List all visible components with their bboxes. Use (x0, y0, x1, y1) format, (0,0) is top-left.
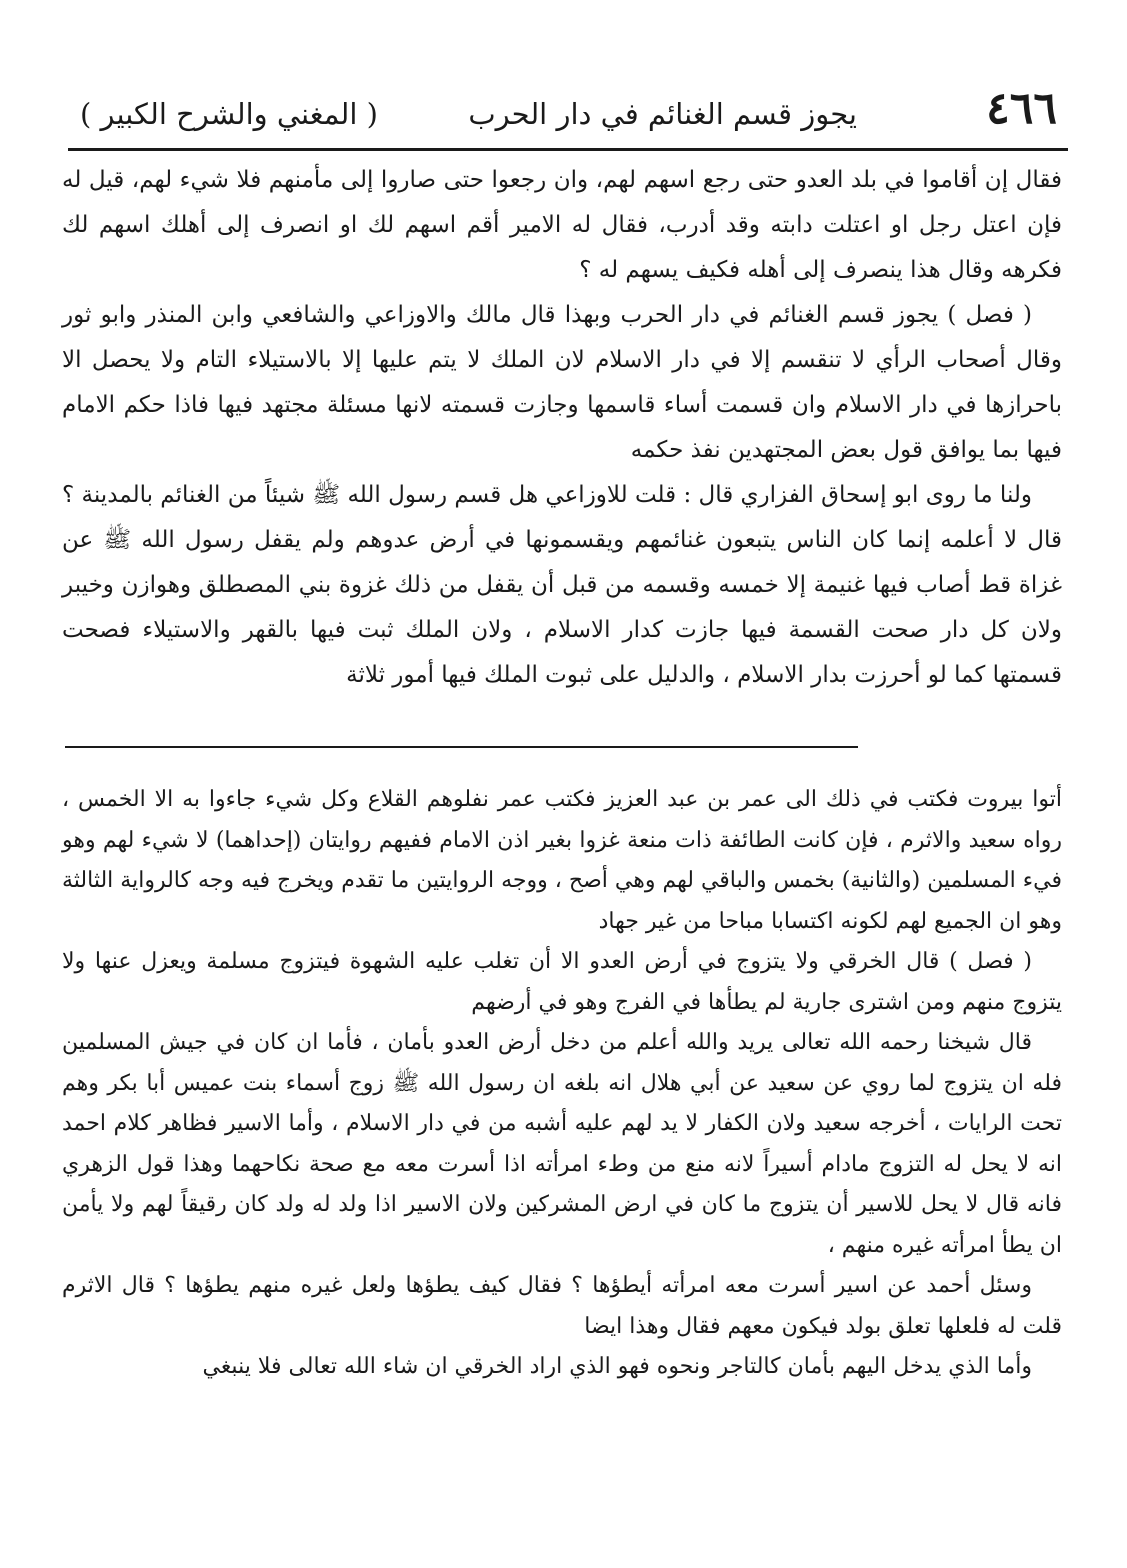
main-paragraph: ولنا ما روى ابو إسحاق الفزاري قال : قلت للاوزاعي هل قسم رسول الله ﷺ شيئاً من الغنائم بالمدينة ؟ قال لا أعلمه إنما كان الناس يتبعون غنائمهم ويقسمونها في أرض عدوهم ولم يقفل رسول الله ﷺ عن غزاة قط أصاب فيها غنيمة إلا خمسه وقسمه من قبل أن يقفل من ذلك غزوة بني المصطلق وهوازن وخيبر ولان كل دار صحت القسمة فيها جازت كدار الاسلام ، ولان الملك ثبت فيها بالقهر والاستيلاء فصحت قسمتها كما لو أحرزت بدار الاسلام ، والدليل على ثبوت الملك فيها أمور ثلاثة (62, 482, 1062, 688)
running-title: يجوز قسم الغنائم في دار الحرب (468, 97, 857, 131)
footnote-separator (65, 746, 858, 748)
main-text (62, 158, 1062, 698)
commentary-paragraph: وأما الذي يدخل اليهم بأمان كالتاجر ونحوه فهو الذي اراد الخرقي ان شاء الله تعالى فلا ينبغي (202, 1354, 1032, 1379)
commentary-paragraph: وسئل أحمد عن اسير أسرت معه امرأته أيطؤها ؟ فقال كيف يطؤها ولعل غيره منهم يطؤها ؟ قال الاثرم قلت له فلعلها تعلق بولد فيكون معهم فقال وهذا ايضا (62, 1273, 1062, 1339)
page-header (60, 82, 1067, 142)
main-paragraph: فقال إن أقاموا في بلد العدو حتى رجع اسهم لهم، وان رجعوا حتى صاروا إلى مأمنهم فلا شيء لهم، قيل له فإن اعتل رجل او اعتلت دابته وقد أدرب، فقال له الامير أقم اسهم لك او انصرف إلى أهلك اسهم لك فكرهه وقال هذا ينصرف إلى أهله فكيف يسهم له ؟ (62, 167, 1062, 283)
commentary-text (62, 780, 1062, 1388)
main-paragraph: ( فصل ) يجوز قسم الغنائم في دار الحرب وبهذا قال مالك والاوزاعي والشافعي وابن المنذر وابو ثور وقال أصحاب الرأي لا تنقسم إلا في دار الاسلام لان الملك لا يتم عليها إلا بالاستيلاء التام ولا يحصل الا باحرازها في دار الاسلام وان قسمت أساء قاسمها وجازت قسمته لانها مسئلة مجتهد فيها فاذا حكم الامام فيها بما يوافق قول بعض المجتهدين نفذ حكمه (62, 302, 1062, 463)
commentary-paragraph: قال شيخنا رحمه الله تعالى يريد والله أعلم من دخل أرض العدو بأمان ، فأما ان كان في جيش المسلمين فله ان يتزوج لما روي عن سعيد عن أبي هلال انه بلغه ان رسول الله ﷺ زوج أسماء بنت عميس أبا بكر وهم تحت الرايات ، أخرجه سعيد ولان الكفار لا يد لهم عليه أشبه من في دار الاسلام ، وأما الاسير فظاهر كلام احمد انه لا يحل له التزوج مادام أسيراً لانه منع من وطء امرأته اذا أسرت معه مع صحة نكاحهما وهذا قول الزهري فانه قال لا يحل للاسير أن يتزوج ما كان في ارض المشركين ولان الاسير اذا ولد له ولد كان رقيقاً لهم ولا يأمن ان يطأ امرأته غيره منهم ، (62, 1030, 1062, 1258)
page-number: ٤٦٦ (986, 83, 1057, 134)
header-rule (68, 148, 1068, 151)
commentary-paragraph: ( فصل ) قال الخرقي ولا يتزوج في أرض العدو الا أن تغلب عليه الشهوة فيتزوج مسلمة ويعزل عنها ولا يتزوج منهم ومن اشترى جارية لم يطأها في الفرج وهو في أرضهم (62, 949, 1062, 1015)
book-title: ( المغني والشرح الكبير ) (80, 97, 378, 131)
commentary-paragraph: أتوا بيروت فكتب في ذلك الى عمر بن عبد العزيز فكتب عمر نفلوهم القلاع وكل شيء جاءوا به الا الخمس ، رواه سعيد والاثرم ، فإن كانت الطائفة ذات منعة غزوا بغير اذن الامام ففيهم روايتان (إحداهما) لا شيء لهم وهو فيء المسلمين (والثانية) بخمس والباقي لهم وهي أصح ، ووجه الروايتين ما تقدم ويخرج فيه وجه كالرواية الثالثة وهو ان الجميع لهم لكونه اكتسابا مباحا من غير جهاد (62, 787, 1062, 934)
